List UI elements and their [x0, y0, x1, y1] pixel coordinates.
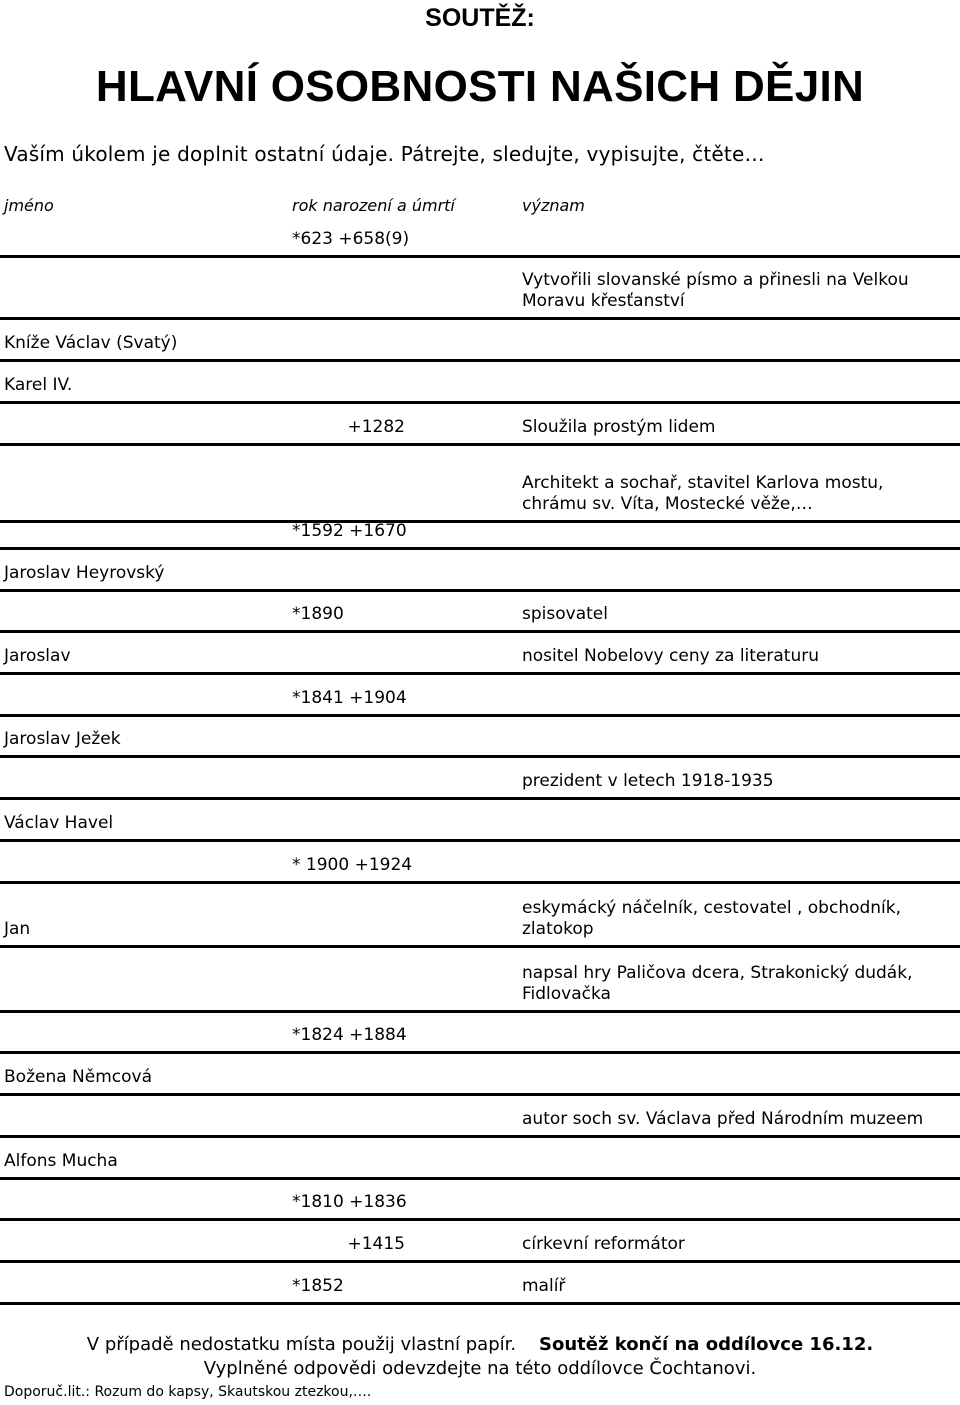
- name-cell: Kníže Václav (Svatý): [4, 333, 178, 353]
- meaning-cell: Sloužila prostým lidem: [522, 417, 716, 437]
- name-cell: Jaroslav Ježek: [4, 729, 121, 749]
- years-cell: *1841 +1904: [292, 688, 407, 708]
- name-cell: Karel IV.: [4, 375, 73, 395]
- years-cell: *1824 +1884: [292, 1025, 407, 1045]
- table-row: [0, 226, 960, 258]
- table-row: [0, 1263, 960, 1305]
- years-cell: *623 +658(9): [292, 229, 410, 249]
- table-row: [0, 1054, 960, 1096]
- meaning-cell: spisovatel: [522, 604, 608, 624]
- table-row: [0, 523, 960, 550]
- table-row: [0, 404, 960, 446]
- table-row: [0, 1096, 960, 1138]
- table-row: [0, 446, 960, 523]
- meaning-cell: nositel Nobelovy ceny za literaturu: [522, 646, 819, 666]
- name-cell: Václav Havel: [4, 813, 114, 833]
- table-row: [0, 1180, 960, 1221]
- table-row: [0, 675, 960, 717]
- column-header-years: rok narození a úmrtí: [292, 196, 455, 215]
- years-cell: *1852: [292, 1276, 344, 1296]
- table-row: [0, 633, 960, 675]
- meaning-cell: církevní reformátor: [522, 1234, 685, 1254]
- footer-submit: Vyplněné odpovědi odevzdejte na této oddílovce Čochtanovi.: [203, 1358, 757, 1379]
- column-header-meaning: význam: [522, 196, 585, 215]
- table-row: [0, 550, 960, 592]
- page-title: HLAVNÍ OSOBNOSTI NAŠICH DĚJIN: [95, 62, 865, 111]
- years-cell: *1890: [292, 604, 344, 624]
- years-cell: +1415: [347, 1234, 405, 1254]
- table-row: [0, 1138, 960, 1180]
- name-cell: Božena Němcová: [4, 1067, 153, 1087]
- table-row: [0, 758, 960, 800]
- footer-deadline: Soutěž končí na oddílovce 16.12.: [539, 1334, 874, 1355]
- table-row: [0, 320, 960, 362]
- years-cell: *1592 +1670: [292, 521, 407, 541]
- name-cell: Alfons Mucha: [4, 1151, 118, 1171]
- table-row: [0, 362, 960, 404]
- name-cell: Jan: [4, 919, 31, 939]
- name-cell: Jaroslav Heyrovský: [4, 563, 165, 583]
- name-cell: Jaroslav: [4, 646, 71, 666]
- contest-label: SOUTĚŽ:: [425, 4, 535, 32]
- meaning-cell: prezident v letech 1918-1935: [522, 771, 774, 791]
- intro-text: Vaším úkolem je doplnit ostatní údaje. Pátrejte, sledujte, vypisujte, čtěte…: [4, 142, 765, 166]
- meaning-cell: malíř: [522, 1276, 566, 1296]
- meaning-cell: eskymácký náčelník, cestovatel , obchodník, zlatokop: [522, 898, 902, 939]
- years-cell: * 1900 +1924: [292, 855, 413, 875]
- meaning-cell: Architekt a sochař, stavitel Karlova mostu, chrámu sv. Víta, Mostecké věže,…: [522, 473, 884, 514]
- years-cell: +1282: [347, 417, 405, 437]
- meaning-cell: napsal hry Paličova dcera, Strakonický dudák, Fidlovačka: [522, 963, 913, 1004]
- table-row: [0, 800, 960, 842]
- table-row: [0, 258, 960, 320]
- footer-note: [0, 1334, 960, 1355]
- footer-paper-note: V případě nedostatku místa použij vlastní papír.: [86, 1334, 517, 1355]
- table-row: [0, 717, 960, 758]
- table-row: [0, 1013, 960, 1054]
- meaning-cell: Vytvořili slovanské písmo a přinesli na Velkou Moravu křesťanství: [522, 270, 909, 311]
- table-row: [0, 1221, 960, 1263]
- table-row: [0, 592, 960, 633]
- meaning-cell: autor soch sv. Václava před Národním muzeem: [522, 1109, 924, 1129]
- table-row: [0, 842, 960, 884]
- footer-literature: Doporuč.lit.: Rozum do kapsy, Skautskou ztezkou,….: [4, 1384, 372, 1400]
- column-header-name: jméno: [4, 196, 54, 215]
- table-row: [0, 948, 960, 1013]
- years-cell: *1810 +1836: [292, 1192, 407, 1212]
- table-row: [0, 884, 960, 948]
